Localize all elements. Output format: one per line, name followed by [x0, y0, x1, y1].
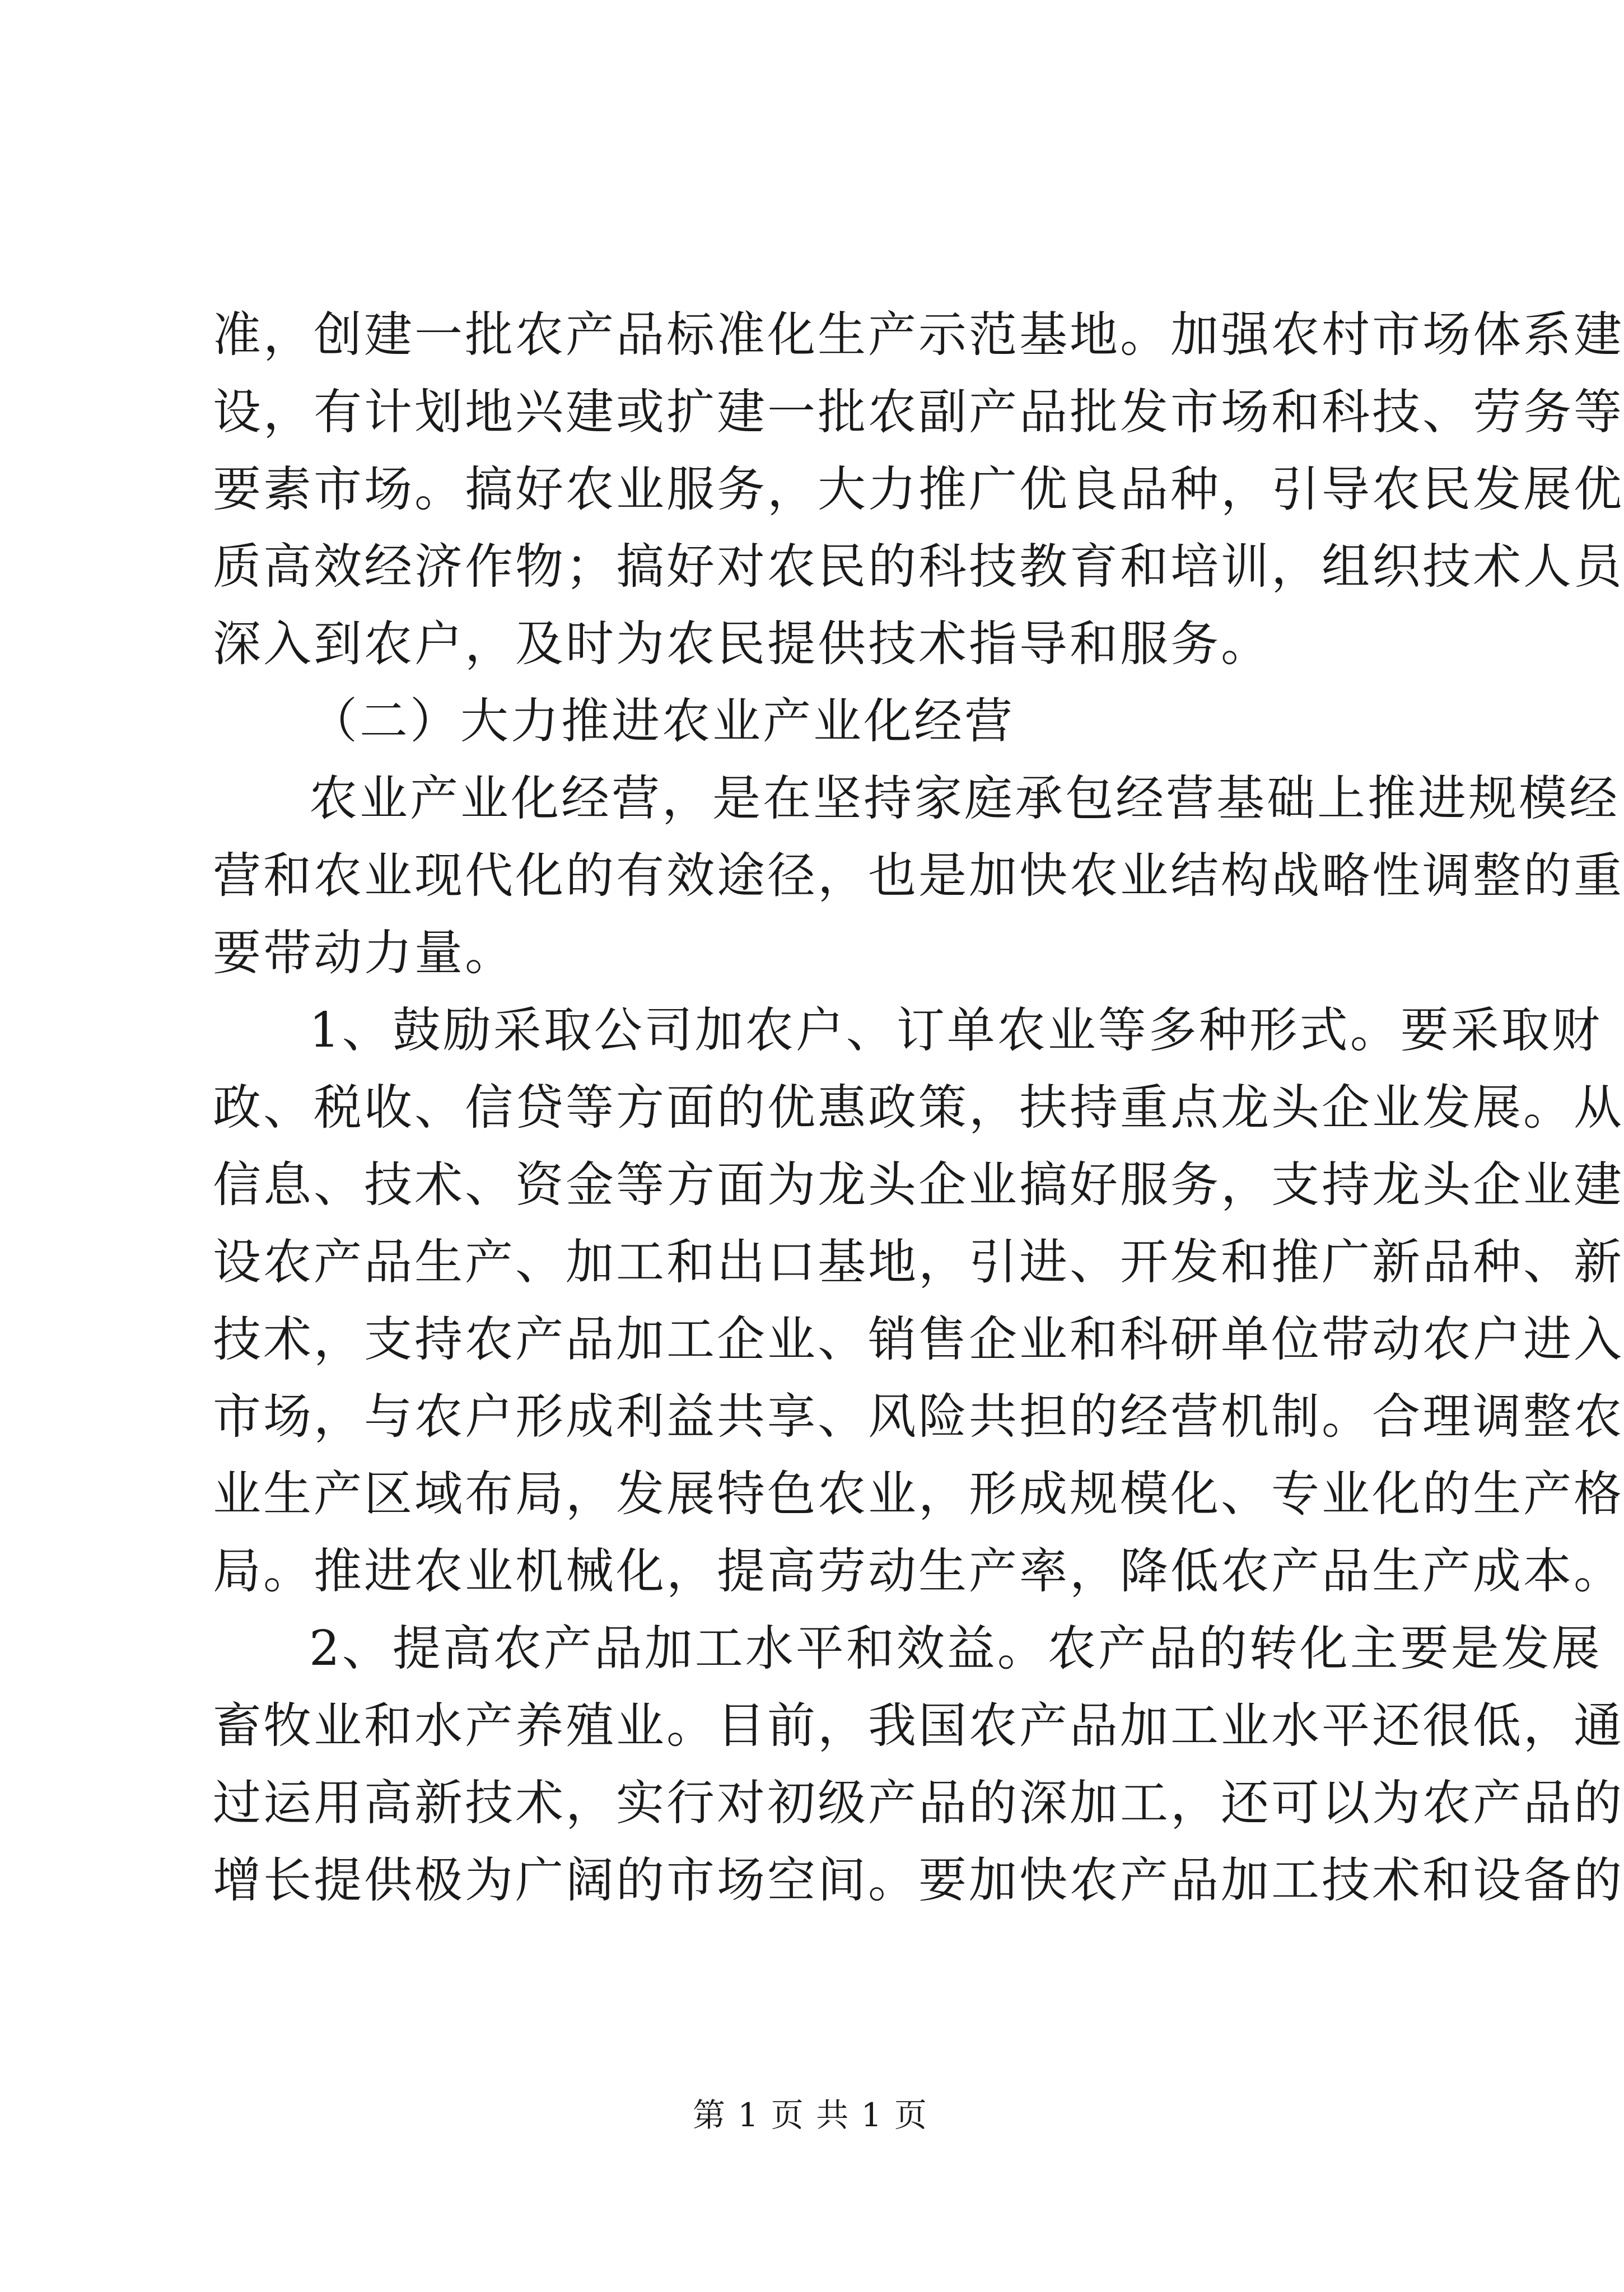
text-line: 设农产品生产、加工和出口基地，引进、开发和推广新品种、新 [213, 1234, 1624, 1290]
paragraph-first-line: 农业产业化经营，是在坚持家庭承包经营基础上推进规模经 [309, 771, 1620, 827]
text-line: 准，创建一批农产品标准化生产示范基地。加强农村市场体系建 [213, 307, 1624, 363]
text-line: 增长提供极为广阔的市场空间。要加快农产品加工技术和设备的 [213, 1852, 1624, 1908]
paragraph-first-line: 1、鼓励采取公司加农户、订单农业等多种形式。要采取财 [309, 1002, 1602, 1058]
page-footer: 第 1 页 共 1 页 [693, 2096, 928, 2134]
text-line: 市场，与农户形成利益共享、风险共担的经营机制。合理调整农 [213, 1389, 1624, 1445]
text-line: 政、税收、信贷等方面的优惠政策，扶持重点龙头企业发展。从 [213, 1080, 1624, 1136]
text-line: 业生产区域布局，发展特色农业，形成规模化、专业化的生产格 [213, 1466, 1624, 1522]
text-line: 深入到农户，及时为农民提供技术指导和服务。 [213, 616, 1271, 672]
text-line: 质高效经济作物；搞好对农民的科技教育和培训，组织技术人员 [213, 539, 1624, 595]
text-line: 营和农业现代化的有效途径，也是加快农业结构战略性调整的重 [213, 848, 1624, 904]
section-heading: （二）大力推进农业产业化经营 [309, 693, 1015, 749]
text-line: 局。推进农业机械化，提高劳动生产率，降低农产品生产成本。 [213, 1543, 1624, 1599]
text-line: 要素市场。搞好农业服务，大力推广优良品种，引导农民发展优 [213, 461, 1624, 517]
text-line: 信息、技术、资金等方面为龙头企业搞好服务，支持龙头企业建 [213, 1157, 1624, 1213]
text-line: 过运用高新技术，实行对初级产品的深加工，还可以为农产品的 [213, 1775, 1624, 1831]
text-line: 设，有计划地兴建或扩建一批农副产品批发市场和科技、劳务等 [213, 384, 1624, 440]
text-line: 要带动力量。 [213, 925, 515, 981]
text-line: 畜牧业和水产养殖业。目前，我国农产品加工业水平还很低，通 [213, 1698, 1624, 1754]
paragraph-first-line: 2、提高农产品加工水平和效益。农产品的转化主要是发展 [309, 1621, 1602, 1677]
text-line: 技术，支持农产品加工企业、销售企业和科研单位带动农户进入 [213, 1311, 1624, 1367]
